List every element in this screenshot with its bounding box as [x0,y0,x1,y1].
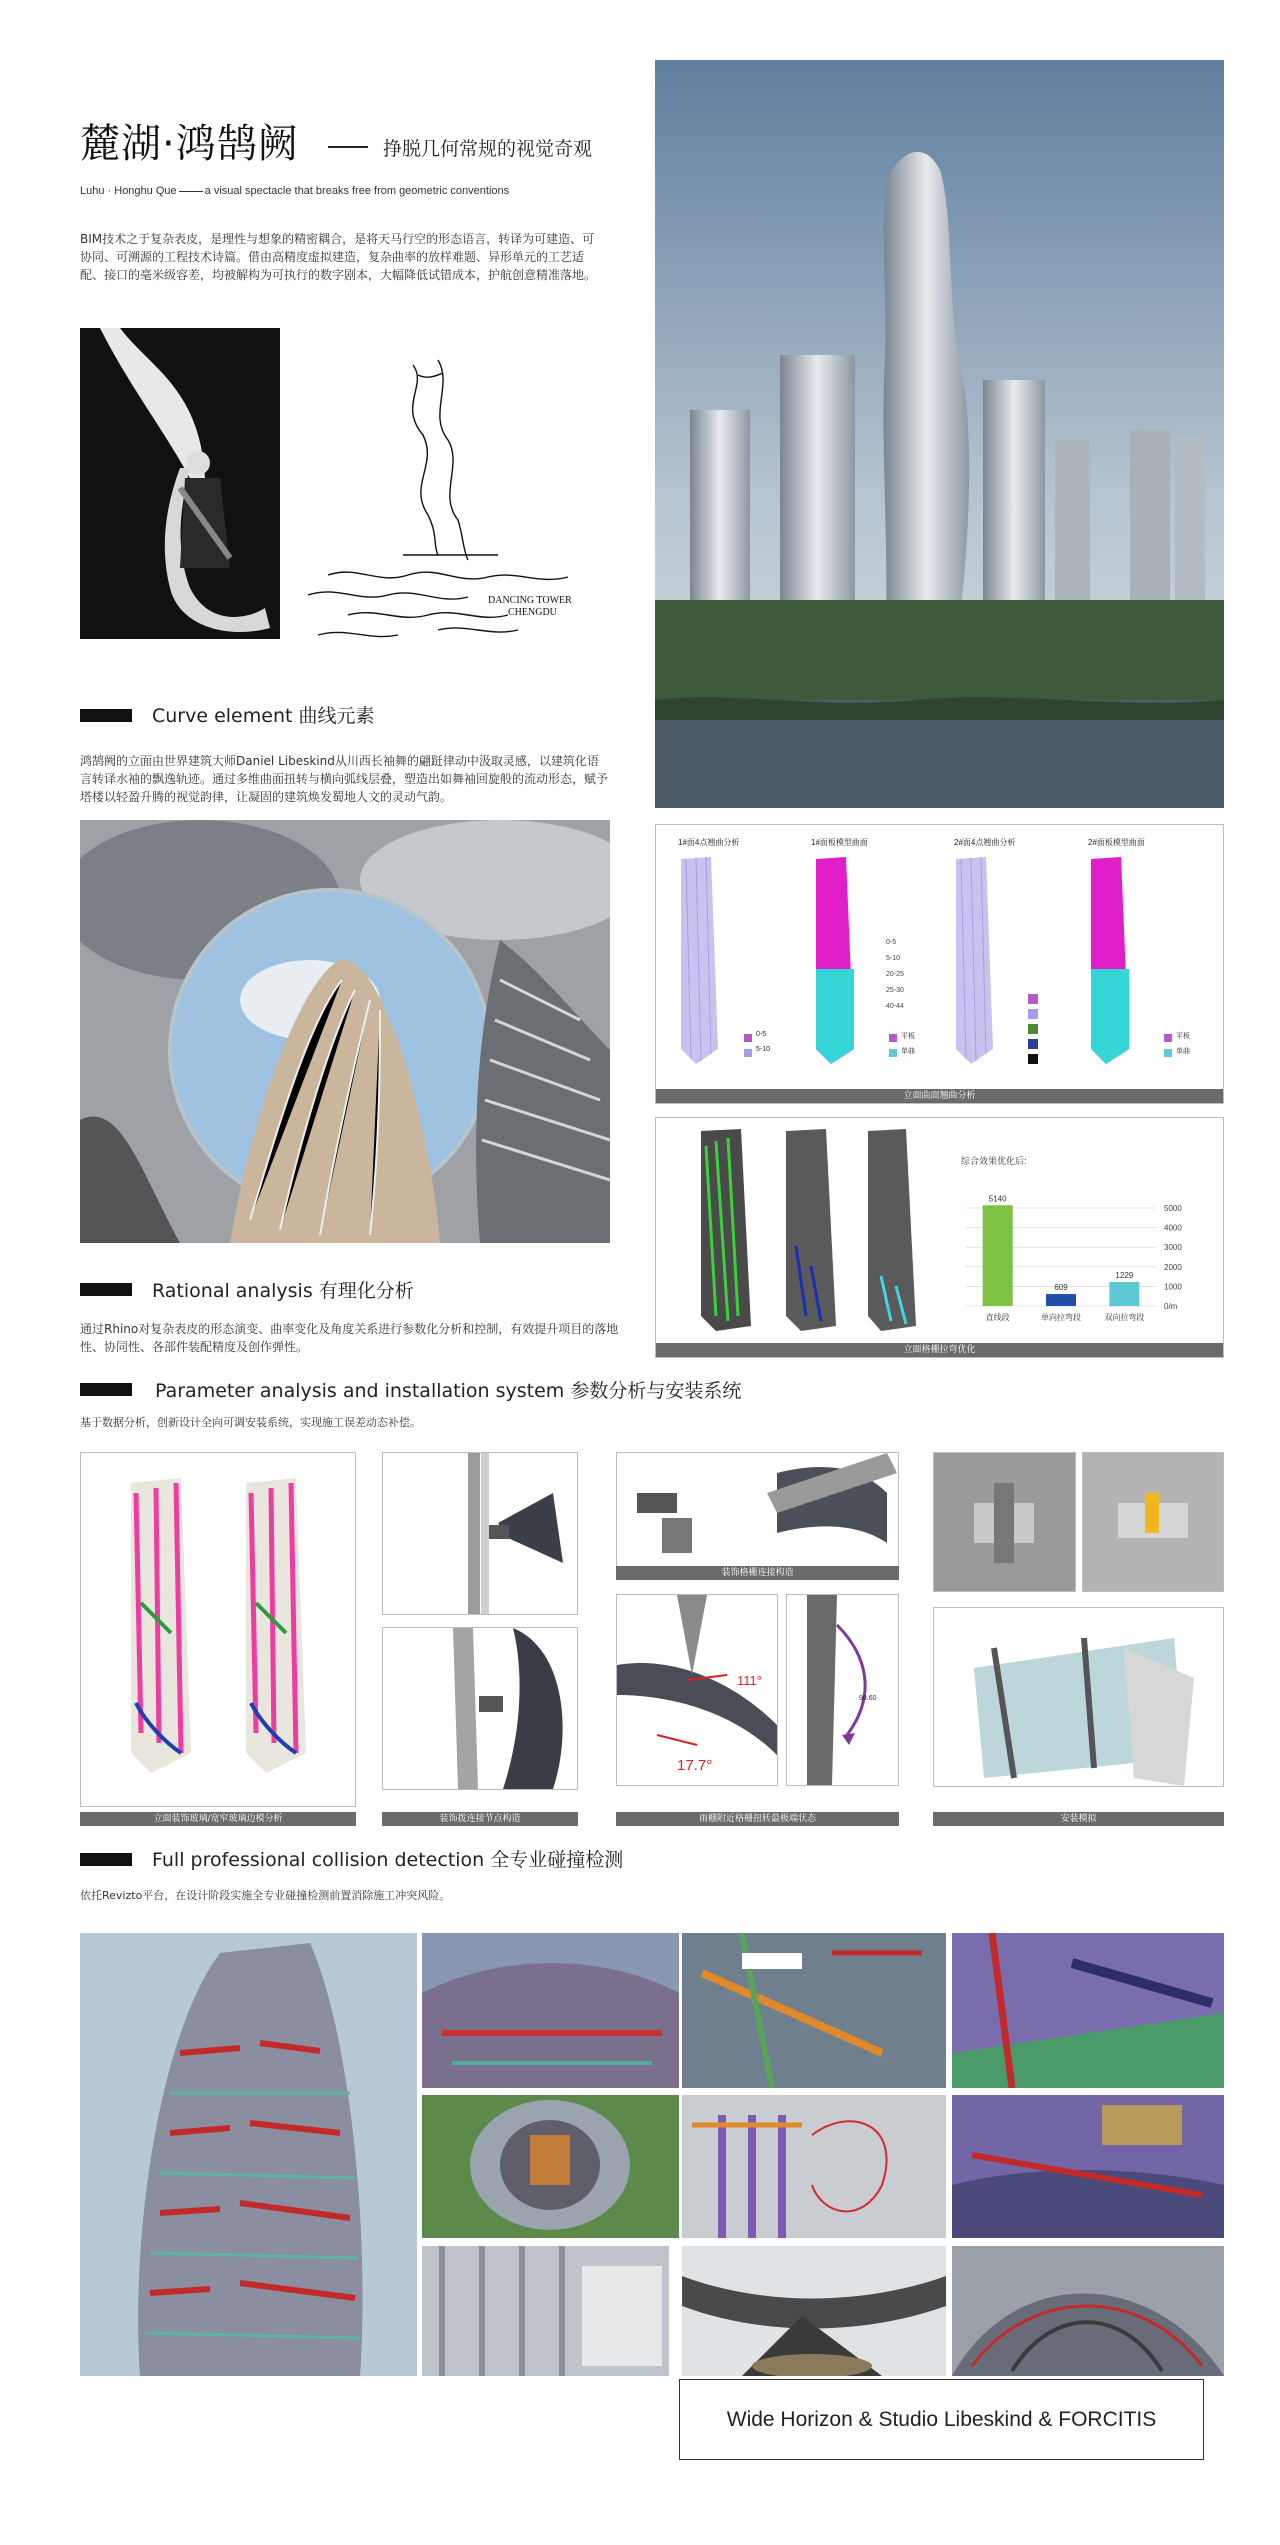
install-block-2 [1082,1452,1224,1592]
rational-section-text: 通过Rhino对复杂表皮的形态演变、曲率变化及角度关系进行参数化分析和控制，有效提升项目的落地性、协同性、各部件装配精度及创作弹性。 [80,1322,619,1354]
scale-label: 20-25 [886,971,904,978]
chart-y-tick: 5000 [1164,1204,1182,1213]
dancer-photo [80,328,280,639]
tower-upward-view [80,820,610,1243]
chart-data-label: 5140 [988,1194,1007,1204]
angle-label-111: 111° [737,1673,762,1688]
chart-category-label: 直线段 [985,1313,1010,1322]
optimization-caption: 立面格栅拉弯优化 [656,1343,1223,1357]
collision-view-9 [952,2246,1224,2376]
curvature-scale [886,935,904,1015]
grille-optimization-panel [655,1117,1224,1358]
collision-view-1 [422,1933,679,2088]
subtitle-left: Luhu · Honghu Que [80,185,177,197]
chart-bar [1109,1282,1139,1306]
parameter-section-text: 基于数据分析，创新设计全向可调安装系统，实现施工误差动态补偿。 [80,1416,421,1429]
caption-glass-edge: 立面装饰玻璃/宽窄玻璃边模分析 [80,1812,356,1826]
sketch-caption-1: DANCING TOWER [488,595,572,606]
angle-label-98: 98.60 [859,1695,877,1702]
chart-bar [1046,1294,1076,1306]
tower-1-panel-model [816,857,854,1064]
chart-data-label: 1229 [1115,1270,1134,1280]
node-detail-2 [382,1627,578,1790]
dancing-tower-sketch [288,345,600,645]
canopy-twist-detail-2 [786,1594,899,1786]
chart-category-label: 单向拉弯段 [1041,1313,1081,1322]
collision-view-7 [422,2246,669,2376]
grille-model-1 [701,1129,751,1331]
credit-text: Wide Horizon & Studio Libeskind & FORCITIS [726,2407,1157,2431]
legend-a-1: 0-5 [756,1031,767,1038]
legend-c-2: 单曲 [1176,1048,1190,1055]
tower-1-warp-model [681,857,718,1064]
section-marker-curve [80,709,132,722]
collision-view-3 [952,1933,1224,2088]
chart-y-tick: 2000 [1164,1262,1182,1272]
title-divider [328,146,368,148]
section-marker-collision [80,1853,132,1866]
canopy-twist-detail-1 [616,1594,778,1786]
intro-paragraph: BIM技术之于复杂表皮，是理性与想象的精密耦合，是将天马行空的形态语言，转译为可建造、可协同、可溯源的工程技术诗篇。借由高精度虚拟建造，复杂曲率的放样难题、异形单元的工艺适配、接口的毫米级容差，均被解构为可执行的数字剧本，大幅降低试错成本，护航创意精准落地。 [80,232,597,282]
collision-view-6 [952,2095,1224,2238]
caption-grille-connection: 装饰格栅连接构造 [616,1566,899,1580]
node-detail-1 [382,1452,578,1615]
curvature-header-2: 1#面板模型曲面 [811,838,868,847]
tower-2-warp-model [956,857,993,1064]
tower-2-panel-model [1091,857,1129,1064]
legend-c-1: 平板 [1176,1033,1190,1040]
angle-label-17: 17.7° [677,1757,713,1774]
grille-connection-detail [616,1452,899,1580]
credit-box [679,2379,1204,2460]
chart-category-label: 双向拉弯段 [1104,1313,1145,1322]
caption-canopy-twist: 雨棚附近格栅扭转最极端状态 [616,1812,899,1826]
chart-y-tick: 3000 [1164,1243,1182,1253]
scale-label: 40-44 [886,1003,904,1010]
collision-section-text: 依托Revizto平台，在设计阶段实施全专业碰撞检测前置消除施工冲突风险。 [80,1889,451,1902]
install-simulation [933,1607,1224,1787]
legend-a-2: 5-10 [756,1046,771,1053]
english-subtitle [80,185,509,197]
curvature-caption: 立面曲面翘曲分析 [656,1089,1223,1103]
grille-model-3 [868,1129,916,1331]
curve-section-title: Curve element 曲线元素 [152,705,375,727]
collision-view-5 [682,2095,946,2238]
caption-install-simulation: 安装模拟 [933,1812,1224,1826]
sketch-caption-2: CHENGDU [508,607,557,618]
curvature-analysis-panel [655,824,1224,1104]
chart-y-tick: 4000 [1164,1223,1182,1233]
scale-label: 5-10 [886,955,901,962]
page-tagline: 挣脱几何常规的视觉奇观 [383,138,593,160]
curve-section-text: 鸿鹄阙的立面由世界建筑大师Daniel Libeskind从川西长袖舞的翩跹律动中汲取灵感，以建筑化语言转译水袖的飘逸轨迹。通过多维曲面扭转与横向弧线层叠，塑造出如舞袖回旋般的流动形态，赋予塔楼以轻盈升腾的视觉韵律，让凝固的建筑焕发蜀地人文的灵动气韵。 [80,754,609,804]
parameter-section-title: Parameter analysis and installation system 参数分析与安装系统 [155,1380,742,1402]
chart-y-tick: 1000 [1164,1282,1182,1292]
scale-label: 0-5 [886,939,897,946]
tower-rendering [655,60,1224,808]
section-marker-rational [80,1283,132,1296]
facade-model-left [131,1478,191,1773]
caption-node-detail: 装饰拨连接节点构造 [382,1812,578,1826]
facade-model-right [246,1478,306,1773]
chart-y-tick: 0/m [1164,1302,1178,1311]
scale-label: 25-30 [886,987,904,994]
rational-section-title: Rational analysis 有理化分析 [152,1280,414,1302]
curvature-header-4: 2#面板模型曲面 [1088,838,1145,847]
collision-view-8 [682,2246,946,2376]
section-marker-parameter [80,1383,132,1396]
glass-edge-analysis [80,1452,356,1807]
optimization-chart-title: 综合效果优化后: [961,1156,1027,1166]
legend-b-2: 单曲 [901,1048,915,1055]
subtitle-right: a visual spectacle that breaks free from geometric conventions [204,185,510,197]
curvature-header-3: 2#面4点翘曲分析 [954,838,1016,847]
install-block-1 [933,1452,1076,1592]
collision-view-4 [422,2095,679,2238]
collision-view-2 [682,1933,946,2088]
chart-data-label: 609 [1054,1283,1068,1293]
collision-tower-model [80,1933,417,2376]
chart-bar [983,1205,1013,1306]
page-title: 麓湖·鸿鹄阙 [80,121,299,167]
curvature-header-1: 1#面4点翘曲分析 [678,838,740,847]
legend-b-1: 平板 [901,1033,915,1040]
optimization-bar-chart [956,1178,1216,1338]
collision-section-title: Full professional collision detection 全专业碰撞检测 [152,1849,624,1871]
grille-model-2 [786,1129,836,1331]
